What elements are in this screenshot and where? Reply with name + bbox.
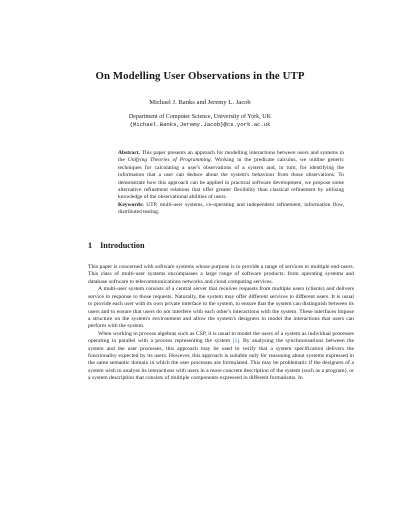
- paper-authors: Michael J. Banks and Jeremy L. Jacob: [149, 99, 251, 106]
- keywords-paragraph: [118, 202, 344, 217]
- abstract-paragraph: [118, 150, 344, 202]
- abstract-text-before: This paper presents an approach for modelling interactions between users and systems in the: [118, 150, 344, 164]
- abstract-label: Abstract.: [118, 150, 141, 156]
- abstract-text-after: . Working in the predicate calculus, we outline generic techniques for calculating a user's observations of a system and, in turn, for identifying the information that a user can deduce about the system's behaviour from those observations. To demonstrate how this approach can be applied in practical software development, we propose some alternative refinement relations that offer greater flexibility than classical refinement by utilising knowledge of the observational abilities of users.: [118, 157, 344, 201]
- paper-affiliation-block: [0, 113, 400, 129]
- keywords-text: UTP, multi-user systems, co-operating and independent refinement, information flow, distributed testing.: [118, 201, 344, 216]
- section-number: 1: [88, 241, 93, 250]
- body-paragraph-1: This paper is concerned with software systems whose purpose is to provide a range of services to multiple end-users. This class of multi-user systems encompasses a large range of software products: from operating systems and database software to telecommunications networks and cloud computing services.: [88, 264, 354, 285]
- keywords-label: Keywords:: [118, 201, 144, 208]
- section-heading: [88, 241, 145, 250]
- body-paragraph-2: A multi-user system consists of a central server that receives requests from multiple users (clients) and delivers service in response to those requests. Naturally, the system may offer different services to different users. It is usual to provide each user with its own private interface to the system, to ensure that the system can distinguish between its users and to ensure that users do not interfere with each other's interactions with the system. These interfaces impose a structure on the system's environment and allow the system's designers to model the interactions that users can perform with the system.: [88, 286, 354, 330]
- section-title: Introduction: [100, 241, 145, 250]
- abstract: [118, 150, 344, 217]
- body-paragraph-3-before: When working in process algebras such as CSP, it is usual to model the users of a system as individual processes operating in parallel with a process representing the system: [88, 330, 354, 345]
- citation-link[interactable]: [1]: [232, 338, 240, 345]
- body-text: [88, 264, 354, 383]
- body-paragraph-3-after: . By analysing the synchronisations between the system and the user processes, this approach may be used to verify that a system specification delivers the functionality expected by its users. However, this approach is suitable only for reasoning about systems expressed in the same semantic domain in which the user processes are formulated. This may be problematic if the designers of a system wish to analyse its interactions with users in a more concrete description of the system (such as a program), or a system description that consists of multiple components expressed in different formalisms. In: [88, 338, 354, 382]
- paper-title: On Modelling User Observations in the UTP: [95, 70, 305, 82]
- abstract-emphasis: Unifying Theories of Programming: [127, 157, 211, 164]
- author-email: {Michael.Banks,Jeremy.Jacob}@cs.york.ac.uk: [129, 121, 271, 128]
- affiliation: Department of Computer Science, University of York, UK: [128, 114, 272, 120]
- body-paragraph-3: [88, 331, 354, 383]
